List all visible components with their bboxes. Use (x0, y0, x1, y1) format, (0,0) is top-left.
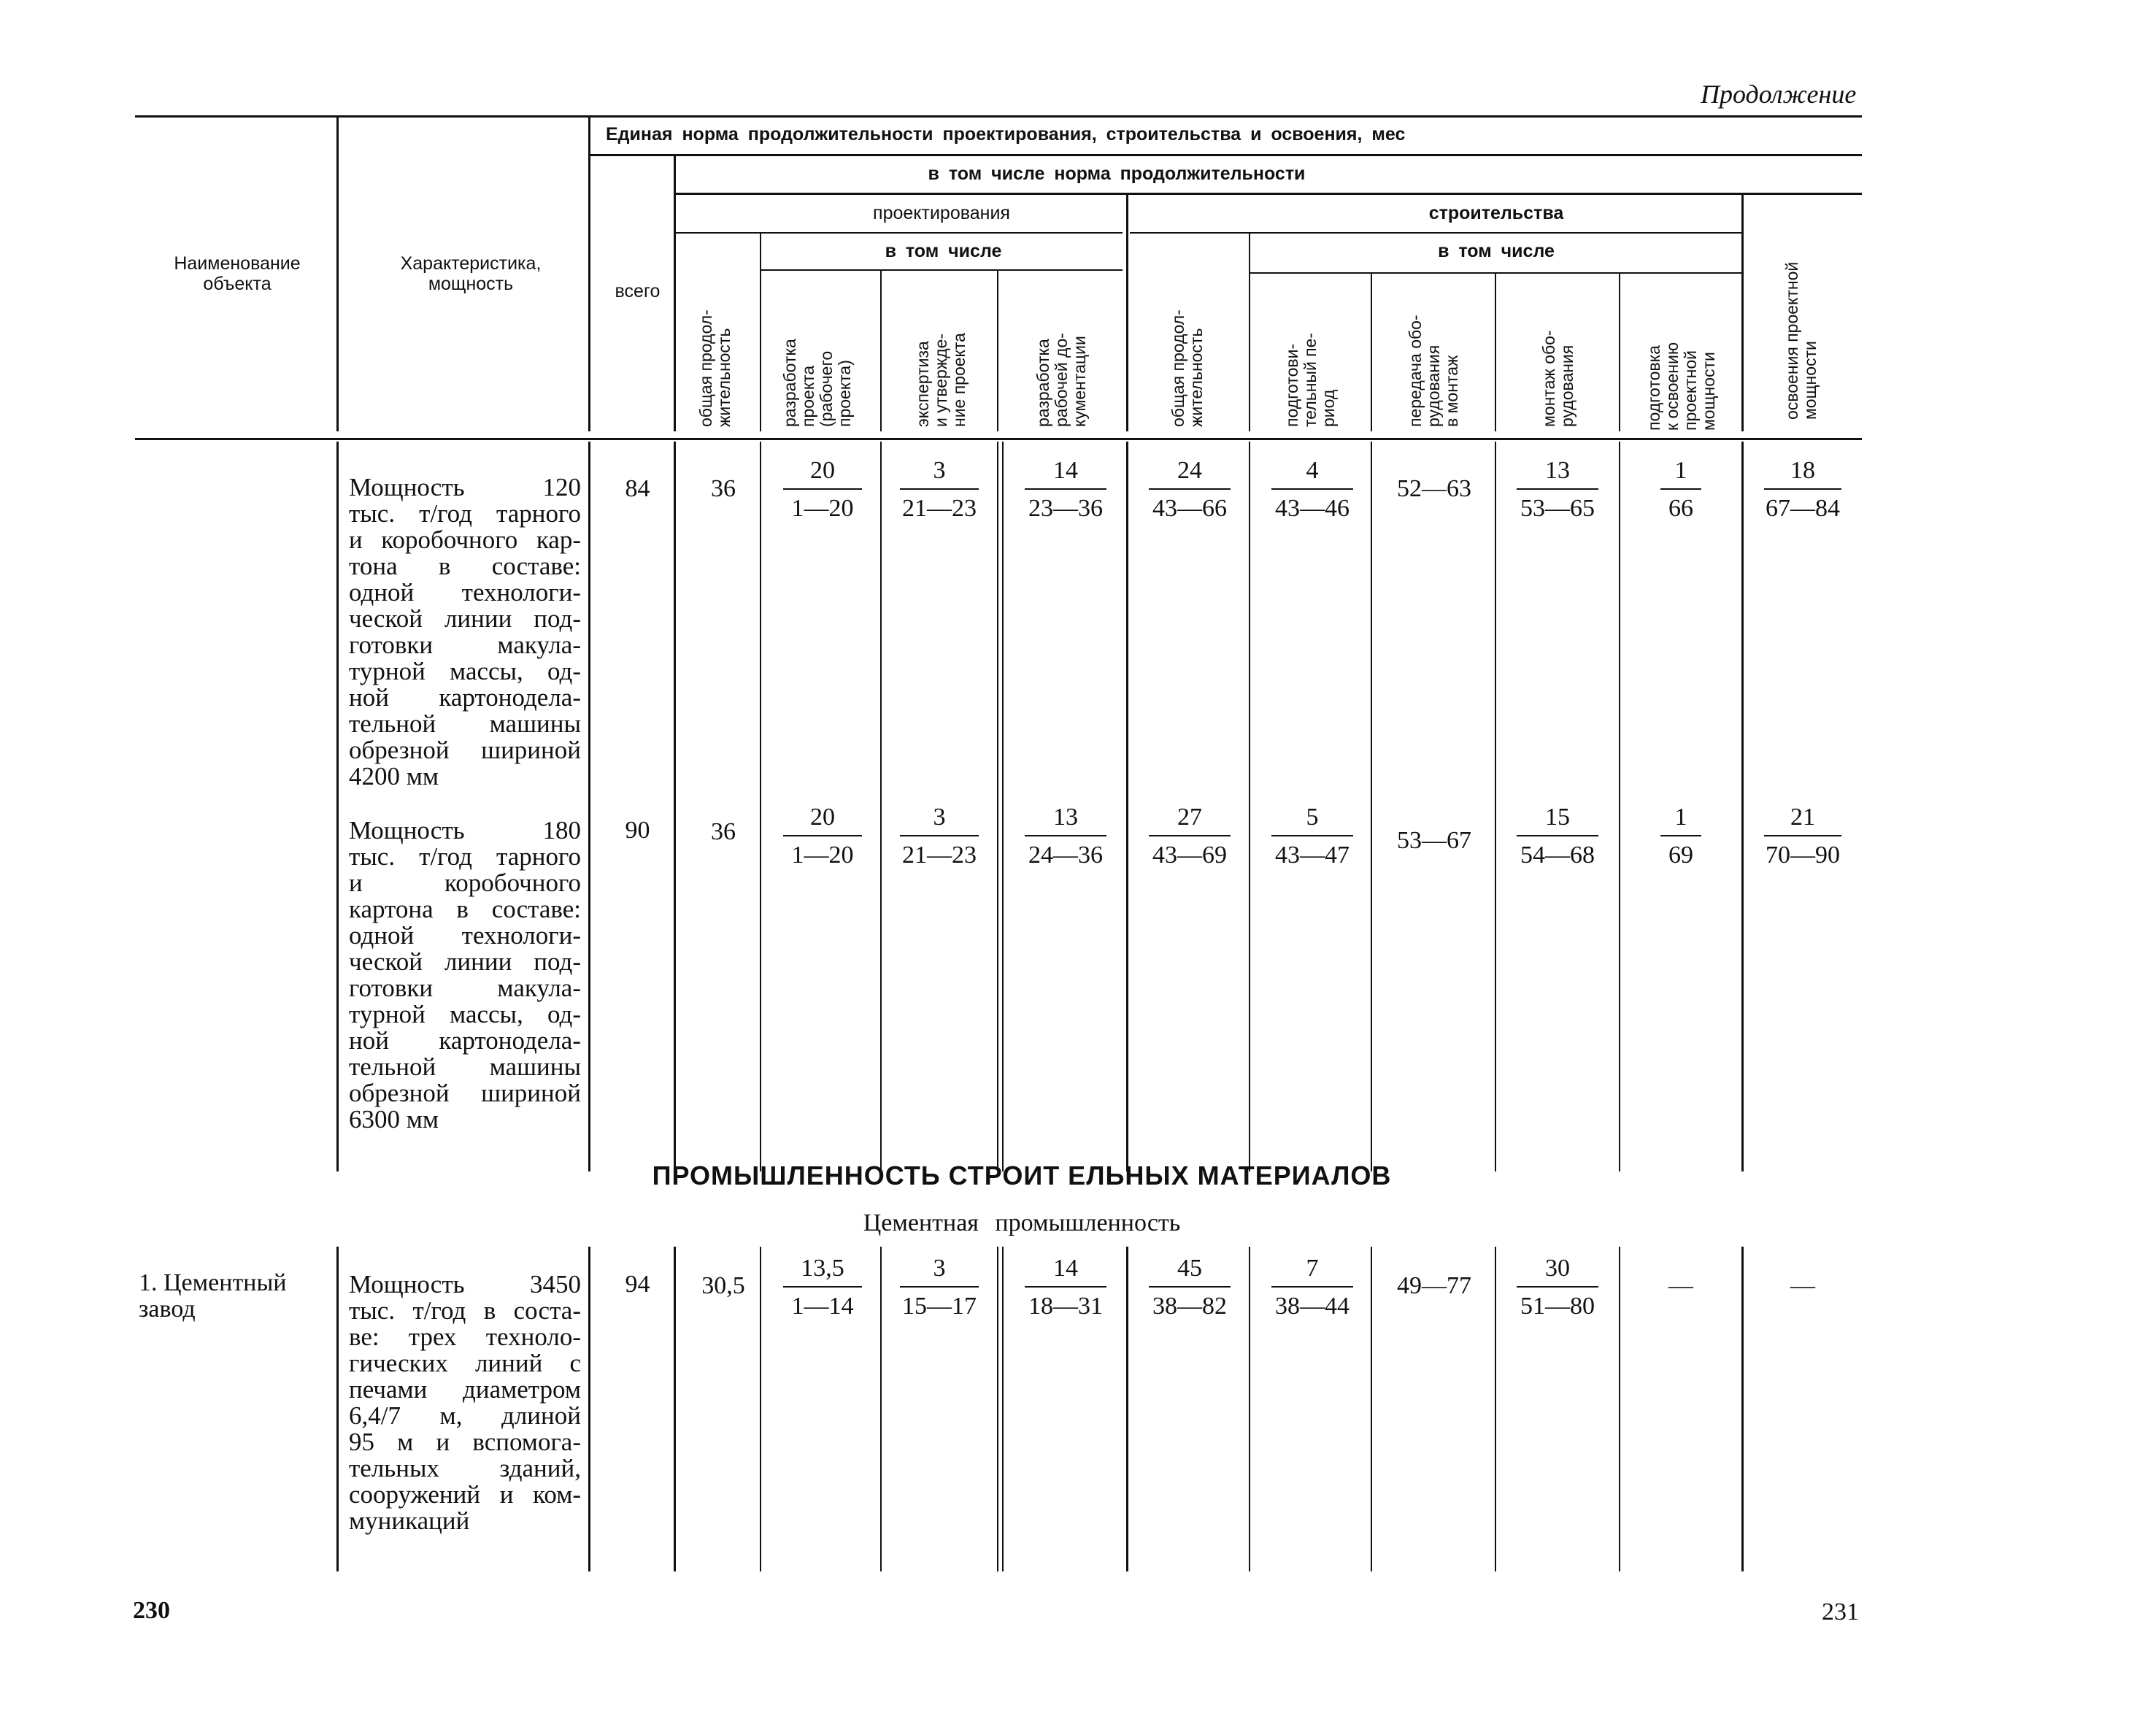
vline-mount (1619, 274, 1620, 431)
row1-design-total: 36 (711, 475, 736, 502)
row2-constr-mount: 15 54—68 (1506, 803, 1609, 870)
cement-vline-char-left (336, 1247, 339, 1571)
cement-constr-ready: — (1668, 1272, 1693, 1299)
body-vline-constr-total (1249, 442, 1250, 1171)
cement-vline-prep (1371, 1247, 1372, 1571)
header-total: всего (615, 281, 661, 301)
cement-design-total: 30,5 (701, 1272, 745, 1299)
col-design-total: общая продол- жительность (696, 309, 734, 427)
cement-vline-total (674, 1247, 676, 1571)
rule-incl (675, 193, 1862, 195)
cement-total: 94 (625, 1271, 650, 1298)
row1-design-dev: 20 1—20 (775, 456, 870, 523)
cement-constr-prep: 7 38—44 (1261, 1254, 1363, 1321)
body-vline-mount (1619, 442, 1620, 1171)
cement-design-dev: 13,5 1—14 (775, 1254, 870, 1321)
col-constr-total: общая продол- жительность (1169, 309, 1206, 427)
header-design: проектирования (873, 203, 1010, 223)
cement-constr-transfer: 49—77 (1397, 1272, 1471, 1299)
vline-total (674, 156, 676, 431)
body-vline-exp-b (1002, 442, 1004, 1171)
cement-vline-transfer (1495, 1247, 1496, 1571)
body-vline-char-right (588, 442, 590, 1171)
col-design-exp: экспертиза и утвержде- ние проекта (913, 333, 969, 427)
cement-mastering: — (1790, 1272, 1815, 1299)
col-mastering: освоения проектной мощности (1782, 261, 1820, 420)
body-vline-total (674, 442, 676, 1171)
row1-description: Мощность 120 тыс. т/год тарного и коробочного кар- тона в составе: одной технологи- ческой линии под- готовки макула- турной массы, од- ной картоноделa- тельной машины обрезной шириной 4200 мм (349, 473, 581, 790)
continuation-label: Продолжение (1701, 80, 1857, 109)
table-header-bottom (135, 438, 1862, 440)
header-characteristic: Характеристика, мощность (400, 253, 542, 294)
cement-vline-dev (880, 1247, 882, 1571)
cement-description: Мощность 3450 тыс. т/год в соста- ве: трех техноло- гических линий с печами диаметром 6,4/7 м, длиной 95 м и вспомога- тельных зданий, сооружений и ком- муникаций (349, 1270, 581, 1535)
rule-design (675, 232, 1123, 234)
row1-total: 84 (625, 475, 650, 502)
vline-prep (1371, 274, 1372, 431)
row2-constr-transfer: 53—67 (1397, 827, 1471, 854)
row1-design-exp: 3 21—23 (892, 456, 987, 523)
col-constr-prep: подготови- тельный пе- риод (1282, 332, 1338, 427)
cement-name: 1. Цементный завод (139, 1269, 287, 1323)
cement-vline-mount (1619, 1247, 1620, 1571)
cement-vline-design-total (760, 1247, 761, 1571)
body-vline-design-end (1126, 442, 1128, 1171)
vline-design-total (760, 234, 761, 431)
header-norm-total: Единая норма продолжительности проектирования, строительства и освоения, мес (606, 124, 1406, 145)
row2-constr-ready: 1 69 (1648, 803, 1714, 870)
cement-design-exp: 3 15—17 (892, 1254, 987, 1321)
col-design-work: разработка рабочей до- кументации (1033, 333, 1089, 427)
row1-design-work: 14 23—36 (1016, 456, 1115, 523)
row2-design-total: 36 (711, 818, 736, 845)
col-design-dev: разработка проекта (рабочего проекта) (780, 339, 854, 427)
row1-constr-mount: 13 53—65 (1506, 456, 1609, 523)
header-construction: строительства (1428, 203, 1564, 223)
rule-constr-incl (1250, 272, 1743, 274)
header-design-incl: в том числе (885, 241, 1002, 261)
rule-constr (1130, 232, 1743, 234)
cement-design-work: 14 18—31 (1016, 1254, 1115, 1321)
row2-mastering: 21 70—90 (1766, 804, 1840, 869)
col-constr-ready: подготовка к освоению проектной мощности (1644, 342, 1718, 431)
row1-constr-transfer: 52—63 (1397, 475, 1471, 502)
body-vline-dev (880, 442, 882, 1171)
row1-mastering: 18 67—84 (1766, 457, 1840, 522)
vline-dev (880, 271, 882, 431)
cement-vline-exp-b (1002, 1247, 1004, 1571)
row1-constr-prep: 4 43—46 (1261, 456, 1363, 523)
cement-vline-design-end (1126, 1247, 1128, 1571)
header-constr-incl: в том числе (1438, 241, 1555, 261)
row2-design-dev: 20 1—20 (775, 803, 870, 870)
cement-vline-exp-a (997, 1247, 998, 1571)
row2-design-work: 13 24—36 (1016, 803, 1115, 870)
col-constr-mount: монтаж обо- рудования (1539, 330, 1576, 427)
body-vline-exp-a (997, 442, 998, 1171)
vline-exp (997, 271, 998, 431)
vline-design-end (1126, 195, 1128, 431)
vline-transfer (1495, 274, 1496, 431)
body-vline-design-total (760, 442, 761, 1171)
row2-description: Мощность 180 тыс. т/год тарного и коробочного картона в составе: одной технологи- ческой линии под- готовки макула- турной массы, од- ной картоноделa- тельной машины обрезной шириной 6300 мм (349, 816, 581, 1134)
header-incl-norm: в том числе норма продолжительности (928, 163, 1306, 184)
body-vline-prep (1371, 442, 1372, 1171)
cement-vline-constr-total (1249, 1247, 1250, 1571)
cement-constr-mount: 30 51—80 (1506, 1254, 1609, 1321)
row1-constr-total: 24 43—66 (1139, 456, 1241, 523)
row2-total: 90 (625, 817, 650, 844)
body-vline-transfer (1495, 442, 1496, 1171)
col-constr-transfer: передача обо- рудования в монтаж (1406, 315, 1461, 427)
vline-char (588, 118, 590, 431)
header-name: Наименование объекта (174, 253, 301, 294)
cement-vline-char-right (588, 1247, 590, 1571)
vline-constr-end (1741, 195, 1744, 431)
table-top-rule (135, 115, 1862, 118)
vline-constr-total (1249, 234, 1250, 431)
rule-norm (590, 154, 1862, 156)
rule-design-incl (761, 269, 1123, 271)
row2-constr-total: 27 43—69 (1139, 803, 1241, 870)
cement-constr-total: 45 38—82 (1139, 1254, 1241, 1321)
cement-vline-constr-end (1741, 1247, 1744, 1571)
page-number-right: 231 (1822, 1598, 1859, 1625)
section-title: ПРОМЫШЛЕННОСТЬ СТРОИТ ЕЛЬНЫХ МАТЕРИАЛОВ (652, 1161, 1392, 1190)
vline-name (336, 118, 339, 431)
row2-design-exp: 3 21—23 (892, 803, 987, 870)
row2-constr-prep: 5 43—47 (1261, 803, 1363, 870)
page-number-left: 230 (133, 1597, 170, 1624)
body-vline-char-left (336, 442, 339, 1171)
body-vline-constr-end (1741, 442, 1744, 1171)
section-subtitle: Цементная промышленность (863, 1209, 1181, 1236)
row1-constr-ready: 1 66 (1648, 456, 1714, 523)
